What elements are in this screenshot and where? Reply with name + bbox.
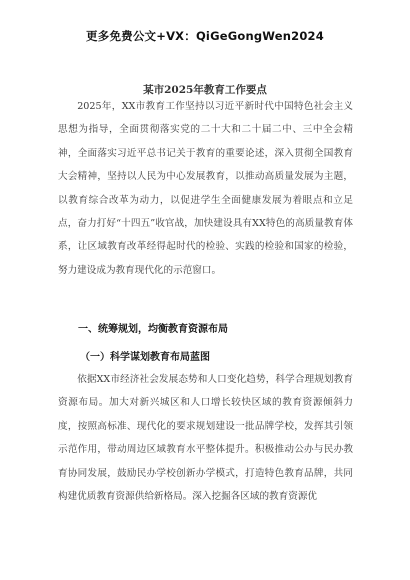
body-paragraph: 依据XX市经济社会发展态势和人口变化趋势，科学合理规划教育资源布局。加大对新兴城区和人口增长较快区域的教育资源倾斜力度，按照高标准、现代化的要求规划建设一批品牌学校，发挥其引领示范作用，带动周边区域教育水平整体提升。积极推动公办与民办教育协同发展，鼓励民办学校创新办学模式，打造特色教育品牌，共同构建优质教育资源供给新格局。深入挖掘各区域的教育资源优 xyxy=(58,374,353,503)
intro-paragraph: 2025年，XX市教育工作坚持以习近平新时代中国特色社会主义思想为指导，全面贯彻落实党的二十大和二十届二中、三中全会精神，全面落实习近平总书记关于教育的重要论述，深入贯彻全国教育大会精神，坚持以人民为中心发展教育，以推动高质量发展为主题，以教育综合改革为动力，以促进学生全面健康发展为着眼点和立足点，奋力打好“十四五”收官战，加快建设具有XX特色的高质量教育体系，让区域教育改革经得起时代的检验、实践的检验和国家的检验，努力建设成为教育现代化的示范窗口。 xyxy=(58,101,353,276)
promo-banner: 更多免费公文+VX：QiGeGongWen2024 xyxy=(86,29,324,43)
section-heading: 一、统筹规划，均衡教育资源布局 xyxy=(78,324,228,335)
subsection-heading: （一）科学谋划教育布局蓝图 xyxy=(80,352,210,363)
document-title: 某市2025年教育工作要点 xyxy=(143,84,267,96)
